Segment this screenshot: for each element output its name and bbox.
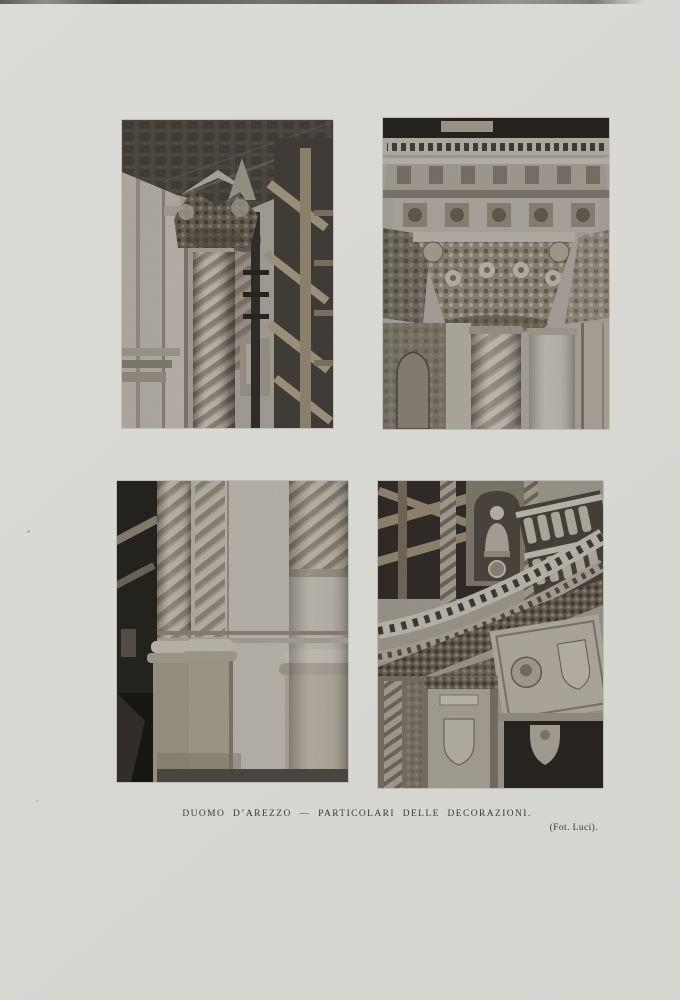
photo-illustration [383,118,609,429]
photo-illustration [378,481,603,788]
photo-illustration [122,120,333,428]
print-grain [378,481,603,788]
photo-bottom-right-frieze-detail [378,481,603,788]
photo-illustration [117,481,348,782]
print-grain [122,120,333,428]
print-grain [383,118,609,429]
paper-speck [27,530,30,533]
photo-bottom-left-column-bases [117,481,348,782]
paper-speck [36,800,38,802]
photo-top-left-spiral-column [122,120,333,428]
photo-credit: (Fot. Luci). [549,823,598,833]
scan-top-edge [0,0,645,4]
photo-top-right-capital-detail [383,118,609,429]
print-grain [117,481,348,782]
plate-caption: DUOMO D’AREZZO — PARTICOLARI DELLE DECORAZIONI. [182,809,532,819]
